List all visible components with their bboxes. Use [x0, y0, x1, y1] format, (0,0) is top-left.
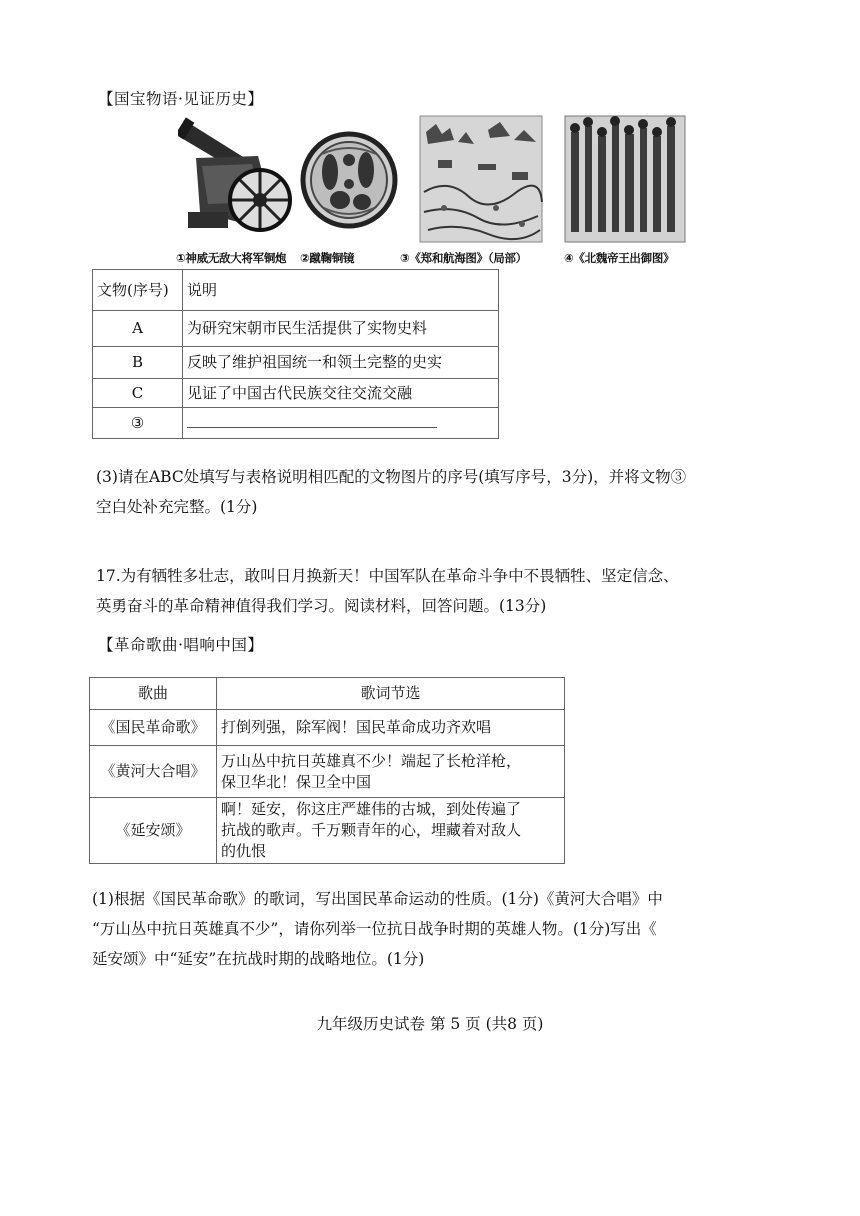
question-17-line-1: 17.为有牺牲多壮志，敢叫日月换新天！中国军队在革命斗争中不畏牺牲、坚定信念、: [96, 567, 679, 585]
artifact-1: [178, 112, 296, 246]
section-title-songs: 【革命歌曲·唱响中国】: [98, 636, 264, 654]
question-1-line-1: (1)根据《国民革命歌》的歌词，写出国民革命运动的性质。(1分)《黄河大合唱》中: [92, 890, 663, 908]
header-lyrics: 歌词节选: [217, 678, 565, 710]
artifact-1-caption: ①神威无敌大将军铜炮: [176, 251, 287, 265]
row-a-key[interactable]: A: [93, 311, 183, 347]
lyrics-line: 的仇恨: [221, 842, 267, 860]
table-row: [90, 746, 565, 798]
row-a-text: 为研究宋朝市民生活提供了实物史料: [183, 311, 499, 347]
artifact-2: [300, 112, 398, 246]
artifact-4: [563, 112, 687, 246]
table-header-row: [90, 678, 565, 710]
emperor-procession-relief-image: [563, 112, 687, 246]
song-lyrics: [217, 798, 565, 864]
question-1-line-2: “万山丛中抗日英雄真不少”，请你列举一位抗日战争时期的英雄人物。(1分)写出《: [92, 920, 657, 938]
artifact-3-caption: ③《郑和航海图》（局部）: [400, 251, 527, 265]
lyrics-line: 啊！延安，你这庄严雄伟的古城，到处传遍了: [221, 800, 522, 818]
bronze-mirror-image: [300, 112, 398, 246]
lyrics-line: 抗战的歌声。千万颗青年的心，埋藏着对敌人: [221, 821, 522, 839]
voyage-map-image: [418, 112, 546, 246]
row-b-key[interactable]: B: [93, 347, 183, 379]
row-c-key[interactable]: C: [93, 379, 183, 408]
lyrics-line: 保卫华北！保卫全中国: [221, 772, 372, 791]
artifact-3: [418, 112, 546, 246]
lyrics-line: 万山丛中抗日英雄真不少！端起了长枪洋枪，: [221, 751, 522, 770]
song-name: 《黄河大合唱》: [90, 746, 217, 798]
table-row: [93, 347, 499, 379]
header-artifact-number: 文物(序号): [93, 270, 183, 311]
artifacts-table: [92, 269, 499, 439]
table-header-row: [93, 270, 499, 311]
question-3: [96, 462, 776, 522]
song-name: 《延安颂》: [90, 798, 217, 864]
song-name: 《国民革命歌》: [90, 710, 217, 746]
song-lyrics: [217, 710, 565, 746]
question-17-line-2: 英勇奋斗的革命精神值得我们学习。阅读材料，回答问题。(13分): [96, 597, 547, 615]
question-3-line-2: 空白处补充完整。(1分): [96, 498, 258, 516]
cannon-image: [178, 112, 296, 246]
songs-table: [89, 677, 565, 864]
table-row: [90, 710, 565, 746]
artifact-4-caption: ④《北魏帝王出御图》: [564, 251, 675, 265]
page-footer: 九年级历史试卷 第 5 页 (共8 页): [316, 1015, 544, 1033]
header-description: 说明: [183, 270, 499, 311]
table-row: [93, 379, 499, 408]
table-row: [90, 798, 565, 864]
answer-blank-line[interactable]: [187, 413, 437, 428]
header-song: 歌曲: [90, 678, 217, 710]
row-3-blank-cell[interactable]: [183, 408, 499, 439]
artifact-2-caption: ②蹴鞠铜镜: [300, 251, 355, 265]
question-17-intro: [96, 561, 786, 621]
table-row: [93, 408, 499, 439]
question-3-line-1: (3)请在ABC处填写与表格说明相匹配的文物图片的序号(填写序号，3分)，并将文物③: [96, 468, 687, 486]
row-b-text: 反映了维护祖国统一和领土完整的史实: [183, 347, 499, 379]
section-title-treasures: 【国宝物语·见证历史】: [98, 90, 264, 108]
table-row: [93, 311, 499, 347]
row-3-key: ③: [93, 408, 183, 439]
question-1-line-3: 延安颂》中“延安”在抗战时期的战略地位。(1分): [92, 950, 425, 968]
song-lyrics: [217, 746, 565, 798]
row-c-text: 见证了中国古代民族交往交流交融: [183, 379, 499, 408]
lyrics-line: 打倒列强，除军阀！国民革命成功齐欢唱: [221, 718, 492, 736]
question-1: [92, 884, 792, 974]
